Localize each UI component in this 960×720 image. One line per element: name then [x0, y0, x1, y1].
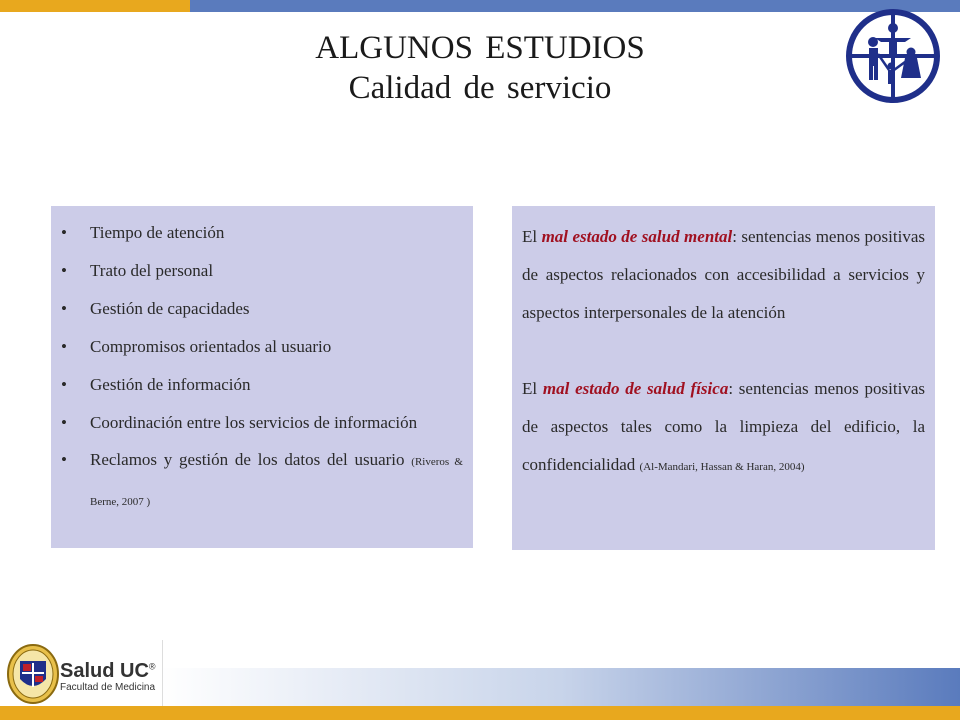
emphasis-text: mal estado de salud mental: [541, 227, 733, 246]
top-accent-bar-gold: [0, 0, 190, 12]
footer-gradient-band: [160, 668, 960, 706]
finding-mental-health: El mal estado de salud mental: sentencias menos positivas de aspectos relacionados con accesibilidad a servicios y aspectos interpersonales de la atención: [522, 227, 925, 322]
list-item: • Trato del personal: [61, 261, 214, 280]
list-item: • Gestión de información: [61, 375, 251, 394]
uc-seal-icon: [6, 643, 60, 705]
footer-divider: [162, 640, 163, 706]
citation: (Riveros & Berne, 2007 ): [90, 456, 463, 508]
list-item: • Gestión de capacidades: [61, 299, 250, 318]
finding-physical-health: El mal estado de salud física: sentencias menos positivas de aspectos tales como la limpieza del edificio, la confidencialidad (Al-Mandari, Hassan & Haran, 2004): [522, 379, 925, 474]
bottom-accent-bar: [0, 706, 960, 720]
brand-subtitle: Facultad de Medicina: [60, 682, 156, 693]
title-line-1: ALGUNOS ESTUDIOS: [315, 30, 645, 66]
list-item: • Coordinación entre los servicios de información: [61, 413, 418, 432]
emphasis-text: mal estado de salud física: [542, 379, 729, 398]
brand-name: Salud UC®: [60, 660, 156, 682]
list-item: • Tiempo de atención: [61, 223, 225, 242]
findings-panel: [512, 206, 935, 550]
list-item: • Reclamos y gestión de los datos del usuario (Riveros & Berne, 2007 ): [61, 450, 463, 508]
citation: (Al-Mandari, Hassan & Haran, 2004): [639, 461, 805, 473]
factors-list: [59, 220, 463, 521]
slide-title: [200, 28, 760, 108]
factors-panel: [51, 206, 473, 548]
title-line-2: Calidad de servicio: [348, 70, 612, 106]
family-logo-icon: [845, 8, 941, 104]
list-item: • Compromisos orientados al usuario: [61, 337, 332, 356]
brand-block: [60, 660, 156, 693]
